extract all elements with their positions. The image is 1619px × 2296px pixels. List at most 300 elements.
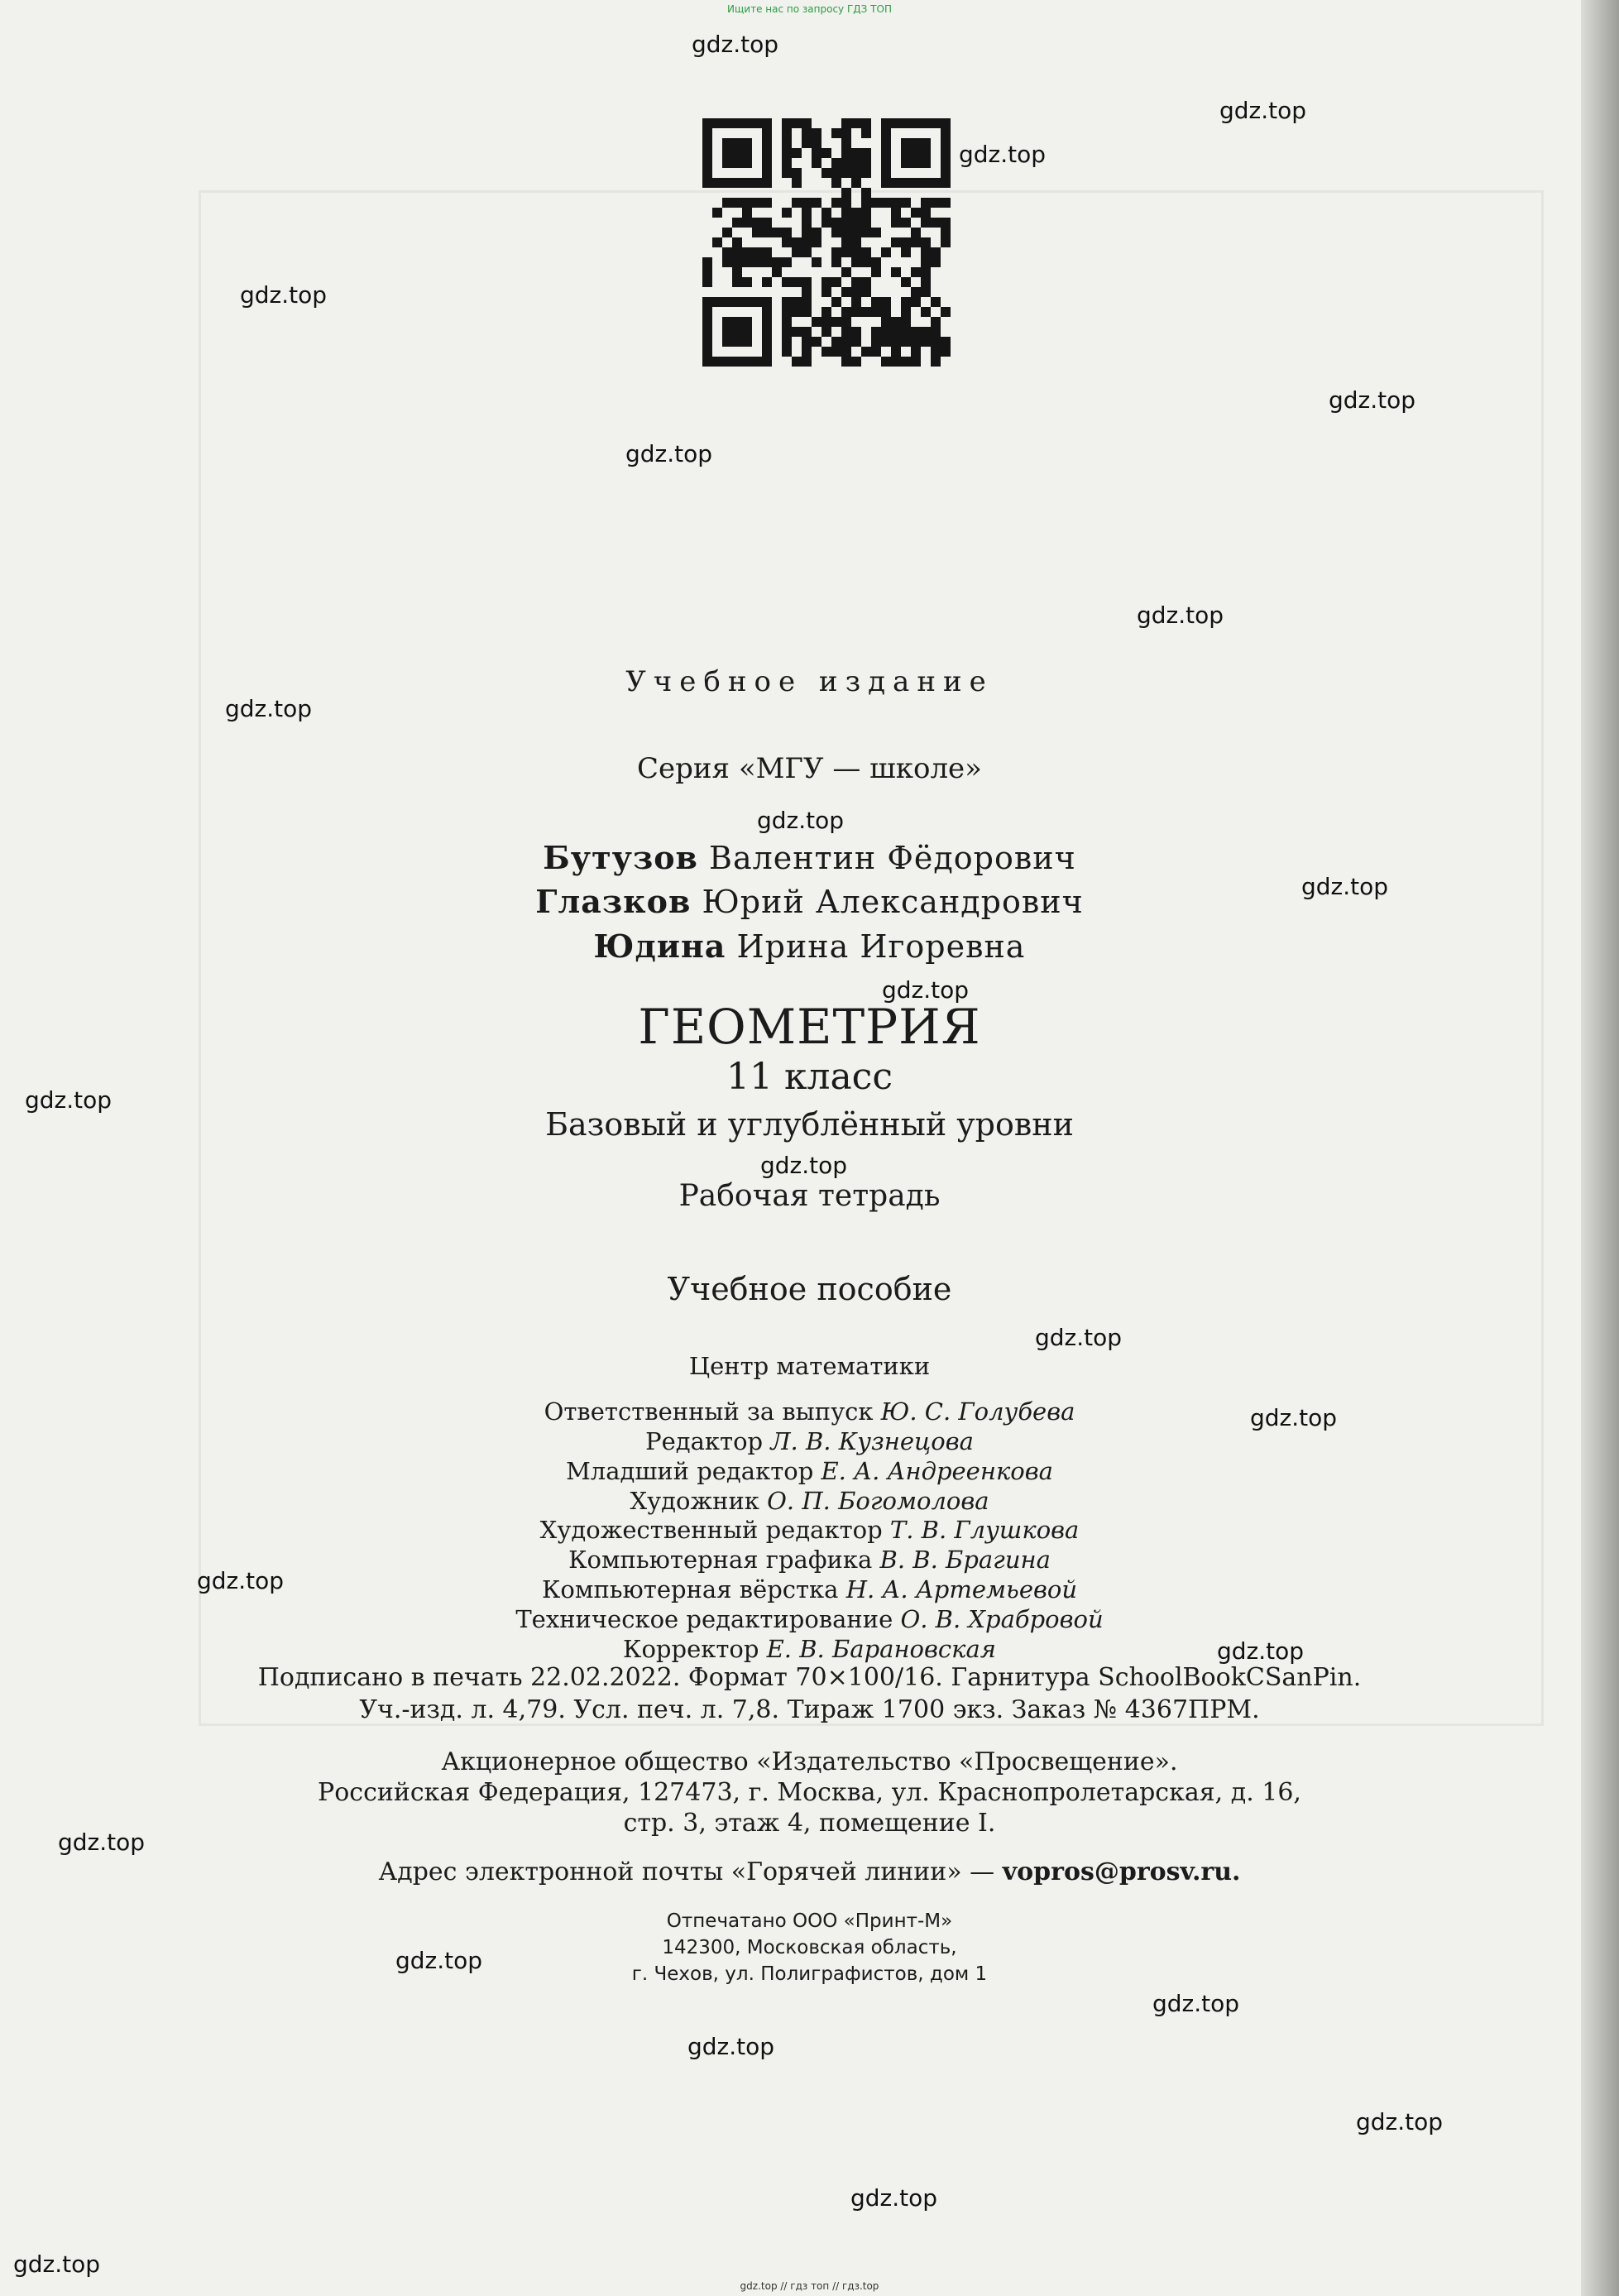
watermark: gdz.top bbox=[1301, 873, 1389, 900]
credit-line bbox=[0, 1487, 1619, 1515]
qr-module bbox=[831, 257, 841, 267]
qr-module bbox=[831, 218, 841, 228]
watermark: gdz.top bbox=[225, 695, 313, 722]
qr-module bbox=[762, 327, 772, 337]
qr-module bbox=[782, 347, 792, 357]
qr-module bbox=[891, 208, 901, 218]
imprint-line-1: Подписано в печать 22.02.2022. Формат 70×100/16. Гарнитура SchoolBookCSanPin. bbox=[257, 1663, 1362, 1692]
qr-module bbox=[831, 158, 841, 168]
qr-module bbox=[851, 277, 861, 287]
qr-module bbox=[841, 317, 851, 327]
qr-module bbox=[921, 208, 931, 218]
qr-module bbox=[702, 307, 712, 317]
qr-module bbox=[851, 237, 861, 247]
credit-person: О. П. Богомолова bbox=[767, 1487, 989, 1515]
qr-module bbox=[762, 128, 772, 138]
watermark: gdz.top bbox=[58, 1829, 146, 1856]
qr-module bbox=[841, 267, 851, 277]
watermark: gdz.top bbox=[1219, 97, 1307, 124]
qr-module bbox=[871, 297, 881, 307]
qr-module bbox=[931, 118, 941, 128]
qr-module bbox=[851, 327, 861, 337]
qr-module bbox=[901, 277, 911, 287]
qr-module bbox=[861, 218, 871, 228]
qr-module bbox=[901, 118, 911, 128]
watermark: gdz.top bbox=[850, 2184, 938, 2212]
email-label: Адрес электронной почты «Горячей линии» — bbox=[378, 1857, 995, 1886]
qr-module bbox=[891, 317, 901, 327]
qr-module bbox=[792, 247, 802, 257]
qr-module bbox=[841, 188, 851, 198]
qr-module bbox=[911, 208, 921, 218]
qr-module bbox=[871, 198, 881, 208]
watermark: gdz.top bbox=[197, 1567, 285, 1594]
qr-module bbox=[871, 337, 881, 347]
watermark: gdz.top bbox=[1137, 602, 1224, 629]
qr-module bbox=[802, 128, 812, 138]
qr-module bbox=[722, 317, 732, 327]
qr-code bbox=[702, 118, 951, 367]
author-3-surname: Юдина bbox=[593, 928, 726, 965]
qr-module bbox=[841, 218, 851, 228]
qr-module bbox=[782, 297, 792, 307]
qr-module bbox=[921, 267, 931, 277]
qr-module bbox=[702, 138, 712, 148]
qr-module bbox=[911, 118, 921, 128]
watermark: gdz.top bbox=[959, 141, 1047, 168]
qr-module bbox=[851, 148, 861, 158]
credit-role: Корректор bbox=[623, 1635, 759, 1663]
qr-module bbox=[901, 297, 911, 307]
qr-module bbox=[911, 267, 921, 277]
credit-line bbox=[0, 1575, 1619, 1603]
qr-module bbox=[782, 208, 792, 218]
qr-module bbox=[722, 118, 732, 128]
qr-module bbox=[702, 337, 712, 347]
qr-module bbox=[752, 247, 762, 257]
qr-module bbox=[732, 337, 742, 347]
qr-module bbox=[812, 138, 821, 148]
qr-module bbox=[901, 198, 911, 208]
qr-module bbox=[732, 317, 742, 327]
qr-module bbox=[911, 138, 921, 148]
qr-module bbox=[762, 347, 772, 357]
qr-module bbox=[712, 178, 722, 188]
qr-module bbox=[762, 307, 772, 317]
qr-module bbox=[802, 138, 812, 148]
qr-module bbox=[782, 228, 792, 237]
qr-module bbox=[742, 337, 752, 347]
qr-module bbox=[831, 347, 841, 357]
qr-module bbox=[901, 148, 911, 158]
qr-module bbox=[722, 247, 732, 257]
qr-module bbox=[782, 307, 792, 317]
qr-module bbox=[821, 347, 831, 357]
qr-module bbox=[841, 228, 851, 237]
qr-module bbox=[841, 237, 851, 247]
qr-module bbox=[752, 257, 762, 267]
author-1-given: Валентин Фёдорович bbox=[709, 840, 1076, 876]
qr-module bbox=[831, 178, 841, 188]
qr-module bbox=[812, 128, 821, 138]
qr-module bbox=[921, 138, 931, 148]
qr-module bbox=[851, 287, 861, 297]
watermark: gdz.top bbox=[757, 807, 845, 834]
qr-module bbox=[792, 327, 802, 337]
qr-module bbox=[702, 257, 712, 267]
qr-module bbox=[712, 118, 722, 128]
qr-module bbox=[871, 228, 881, 237]
qr-module bbox=[861, 128, 871, 138]
qr-module bbox=[871, 347, 881, 357]
qr-module bbox=[802, 287, 812, 297]
author-2-surname: Глазков bbox=[535, 883, 692, 920]
qr-module bbox=[851, 118, 861, 128]
email-address[interactable]: vopros@prosv.ru. bbox=[1002, 1857, 1241, 1886]
qr-module bbox=[901, 327, 911, 337]
qr-module bbox=[851, 178, 861, 188]
qr-module bbox=[941, 128, 951, 138]
qr-module bbox=[762, 218, 772, 228]
workbook-label: Рабочая тетрадь bbox=[678, 1179, 941, 1213]
credit-person: В. В. Брагина bbox=[879, 1546, 1051, 1574]
qr-module bbox=[802, 247, 812, 257]
qr-module bbox=[702, 357, 712, 367]
qr-module bbox=[851, 168, 861, 178]
qr-module bbox=[921, 247, 931, 257]
qr-module bbox=[792, 357, 802, 367]
qr-module bbox=[931, 257, 941, 267]
qr-module bbox=[742, 208, 752, 218]
qr-module bbox=[841, 247, 851, 257]
qr-module bbox=[861, 158, 871, 168]
qr-module bbox=[782, 128, 792, 138]
qr-module bbox=[722, 228, 732, 237]
qr-module bbox=[762, 277, 772, 287]
qr-module bbox=[881, 247, 891, 257]
qr-module bbox=[812, 158, 821, 168]
qr-module bbox=[782, 148, 792, 158]
qr-module bbox=[812, 237, 821, 247]
qr-module bbox=[702, 128, 712, 138]
qr-module bbox=[861, 198, 871, 208]
book-title: ГЕОМЕТРИЯ bbox=[638, 999, 981, 1055]
qr-module bbox=[921, 307, 931, 317]
qr-module bbox=[752, 218, 762, 228]
qr-module bbox=[871, 327, 881, 337]
credit-line bbox=[0, 1605, 1619, 1633]
qr-module bbox=[931, 178, 941, 188]
qr-module bbox=[732, 138, 742, 148]
qr-module bbox=[722, 148, 732, 158]
qr-module bbox=[911, 357, 921, 367]
qr-module bbox=[762, 247, 772, 257]
qr-module bbox=[742, 357, 752, 367]
qr-module bbox=[891, 218, 901, 228]
manual-label: Учебное пособие bbox=[667, 1271, 952, 1307]
qr-module bbox=[742, 178, 752, 188]
qr-module bbox=[812, 198, 821, 208]
qr-module bbox=[881, 118, 891, 128]
qr-module bbox=[901, 317, 911, 327]
credit-role: Художник bbox=[630, 1487, 759, 1515]
watermark: gdz.top bbox=[687, 2033, 775, 2060]
qr-module bbox=[901, 178, 911, 188]
qr-module bbox=[921, 257, 931, 267]
qr-module bbox=[742, 327, 752, 337]
qr-module bbox=[901, 247, 911, 257]
credit-line bbox=[0, 1546, 1619, 1574]
credit-role: Компьютерная вёрстка bbox=[541, 1575, 839, 1603]
watermark: gdz.top bbox=[625, 440, 713, 467]
qr-module bbox=[742, 218, 752, 228]
qr-module bbox=[881, 297, 891, 307]
qr-module bbox=[901, 237, 911, 247]
qr-module bbox=[722, 198, 732, 208]
qr-module bbox=[861, 347, 871, 357]
qr-module bbox=[712, 297, 722, 307]
qr-module bbox=[802, 347, 812, 357]
qr-module bbox=[891, 178, 901, 188]
qr-module bbox=[931, 337, 941, 347]
qr-module bbox=[812, 317, 821, 327]
watermark: gdz.top bbox=[1356, 2108, 1444, 2135]
qr-module bbox=[921, 327, 931, 337]
qr-module bbox=[921, 158, 931, 168]
author-3 bbox=[0, 928, 1619, 965]
qr-module bbox=[782, 168, 792, 178]
qr-module bbox=[921, 148, 931, 158]
qr-module bbox=[782, 337, 792, 347]
qr-module bbox=[881, 168, 891, 178]
qr-module bbox=[881, 128, 891, 138]
watermark: gdz.top bbox=[240, 281, 328, 309]
qr-module bbox=[841, 138, 851, 148]
credit-line bbox=[0, 1516, 1619, 1544]
qr-module bbox=[881, 148, 891, 158]
watermark: gdz.top bbox=[395, 1947, 483, 1974]
author-1-surname: Бутузов bbox=[543, 839, 698, 876]
qr-module bbox=[702, 118, 712, 128]
qr-module bbox=[722, 138, 732, 148]
qr-module bbox=[931, 218, 941, 228]
qr-module bbox=[821, 148, 831, 158]
qr-module bbox=[941, 168, 951, 178]
qr-module bbox=[831, 297, 841, 307]
series-line: Серия «МГУ — школе» bbox=[637, 752, 982, 785]
qr-module bbox=[851, 247, 861, 257]
qr-module bbox=[702, 277, 712, 287]
qr-module bbox=[722, 327, 732, 337]
qr-module bbox=[762, 337, 772, 347]
qr-module bbox=[931, 198, 941, 208]
qr-module bbox=[921, 337, 931, 347]
qr-module bbox=[752, 297, 762, 307]
qr-module bbox=[861, 257, 871, 267]
qr-module bbox=[841, 208, 851, 218]
watermark: gdz.top bbox=[760, 1152, 848, 1179]
qr-module bbox=[881, 198, 891, 208]
qr-module bbox=[911, 337, 921, 347]
qr-module bbox=[702, 327, 712, 337]
qr-module bbox=[921, 218, 931, 228]
qr-module bbox=[742, 198, 752, 208]
qr-module bbox=[941, 118, 951, 128]
qr-module bbox=[742, 247, 752, 257]
qr-module bbox=[861, 118, 871, 128]
qr-module bbox=[732, 277, 742, 287]
qr-module bbox=[732, 297, 742, 307]
qr-module bbox=[732, 257, 742, 267]
qr-module bbox=[891, 237, 901, 247]
qr-module bbox=[792, 118, 802, 128]
qr-module bbox=[911, 297, 921, 307]
qr-module bbox=[702, 178, 712, 188]
qr-module bbox=[921, 277, 931, 287]
qr-module bbox=[911, 158, 921, 168]
qr-module bbox=[722, 158, 732, 168]
printer-line-3: г. Чехов, ул. Полиграфистов, дом 1 bbox=[631, 1963, 988, 1985]
credit-role: Младший редактор bbox=[566, 1457, 814, 1485]
qr-module bbox=[802, 297, 812, 307]
publisher-line-3: стр. 3, этаж 4, помещение I. bbox=[623, 1809, 996, 1838]
qr-module bbox=[802, 237, 812, 247]
qr-module bbox=[911, 327, 921, 337]
qr-module bbox=[802, 327, 812, 337]
qr-module bbox=[762, 317, 772, 327]
qr-module bbox=[931, 247, 941, 257]
qr-module bbox=[762, 168, 772, 178]
top-search-note[interactable]: Ищите нас по запросу ГДЗ ТОП bbox=[727, 3, 892, 15]
qr-module bbox=[891, 198, 901, 208]
printer-line-2: 142300, Московская область, bbox=[662, 1937, 957, 1958]
qr-module bbox=[891, 327, 901, 337]
qr-module bbox=[762, 257, 772, 267]
qr-module bbox=[802, 118, 812, 128]
qr-module bbox=[792, 307, 802, 317]
qr-module bbox=[782, 237, 792, 247]
qr-module bbox=[861, 247, 871, 257]
qr-module bbox=[712, 357, 722, 367]
qr-module bbox=[732, 158, 742, 168]
qr-module bbox=[851, 208, 861, 218]
qr-module bbox=[901, 307, 911, 317]
qr-module bbox=[891, 337, 901, 347]
qr-module bbox=[802, 357, 812, 367]
qr-module bbox=[772, 228, 782, 237]
qr-module bbox=[861, 208, 871, 218]
qr-module bbox=[851, 257, 861, 267]
qr-module bbox=[752, 178, 762, 188]
qr-module bbox=[812, 228, 821, 237]
qr-module bbox=[891, 267, 901, 277]
qr-module bbox=[921, 178, 931, 188]
watermark: gdz.top bbox=[882, 976, 970, 1004]
qr-module bbox=[841, 148, 851, 158]
qr-module bbox=[901, 337, 911, 347]
qr-module bbox=[841, 198, 851, 208]
qr-module bbox=[762, 297, 772, 307]
author-2 bbox=[0, 883, 1619, 920]
qr-module bbox=[742, 158, 752, 168]
qr-module bbox=[921, 198, 931, 208]
qr-module bbox=[931, 297, 941, 307]
qr-module bbox=[792, 148, 802, 158]
printer-line-1: Отпечатано ООО «Принт-М» bbox=[666, 1910, 953, 1932]
qr-module bbox=[941, 307, 951, 317]
qr-module bbox=[821, 218, 831, 228]
qr-module bbox=[921, 287, 931, 297]
publisher-line-2: Российская Федерация, 127473, г. Москва, ул. Краснопролетарская, д. 16, bbox=[318, 1778, 1301, 1807]
qr-module bbox=[941, 148, 951, 158]
qr-module bbox=[941, 198, 951, 208]
qr-module bbox=[732, 178, 742, 188]
center-name: Центр математики bbox=[688, 1352, 931, 1380]
watermark: gdz.top bbox=[25, 1086, 113, 1114]
qr-module bbox=[772, 267, 782, 277]
qr-module bbox=[871, 307, 881, 317]
qr-module bbox=[792, 237, 802, 247]
qr-module bbox=[812, 257, 821, 267]
qr-module bbox=[831, 198, 841, 208]
qr-module bbox=[712, 237, 722, 247]
qr-module bbox=[732, 148, 742, 158]
qr-module bbox=[712, 208, 722, 218]
qr-module bbox=[821, 317, 831, 327]
qr-module bbox=[742, 138, 752, 148]
qr-module bbox=[762, 148, 772, 158]
qr-module bbox=[841, 118, 851, 128]
qr-module bbox=[841, 327, 851, 337]
qr-module bbox=[911, 228, 921, 237]
qr-module bbox=[911, 148, 921, 158]
qr-module bbox=[732, 327, 742, 337]
qr-module bbox=[841, 168, 851, 178]
credit-role: Компьютерная графика bbox=[568, 1546, 873, 1574]
qr-module bbox=[732, 198, 742, 208]
qr-module bbox=[881, 178, 891, 188]
qr-module bbox=[762, 178, 772, 188]
qr-module bbox=[831, 168, 841, 178]
qr-module bbox=[871, 267, 881, 277]
qr-module bbox=[802, 218, 812, 228]
imprint-line-2: Уч.-изд. л. 4,79. Усл. печ. л. 7,8. Тираж 1700 экз. Заказ № 4367ПРМ. bbox=[359, 1695, 1260, 1724]
qr-module bbox=[802, 228, 812, 237]
qr-module bbox=[881, 138, 891, 148]
qr-module bbox=[941, 158, 951, 168]
qr-module bbox=[762, 118, 772, 128]
author-1 bbox=[0, 839, 1619, 876]
qr-module bbox=[792, 198, 802, 208]
qr-module bbox=[841, 287, 851, 297]
qr-module bbox=[861, 168, 871, 178]
qr-module bbox=[911, 287, 921, 297]
qr-module bbox=[841, 307, 851, 317]
qr-module bbox=[941, 228, 951, 237]
qr-module bbox=[792, 178, 802, 188]
qr-module bbox=[762, 198, 772, 208]
grade: 11 класс bbox=[726, 1056, 893, 1098]
qr-module bbox=[941, 337, 951, 347]
credit-line bbox=[0, 1427, 1619, 1455]
qr-module bbox=[792, 277, 802, 287]
qr-module bbox=[851, 228, 861, 237]
publisher-line-1: Акционерное общество «Издательство «Просвещение». bbox=[441, 1747, 1178, 1776]
qr-module bbox=[881, 327, 891, 337]
qr-module bbox=[911, 347, 921, 357]
credit-person: Е. В. Барановская bbox=[766, 1635, 996, 1663]
qr-module bbox=[941, 178, 951, 188]
